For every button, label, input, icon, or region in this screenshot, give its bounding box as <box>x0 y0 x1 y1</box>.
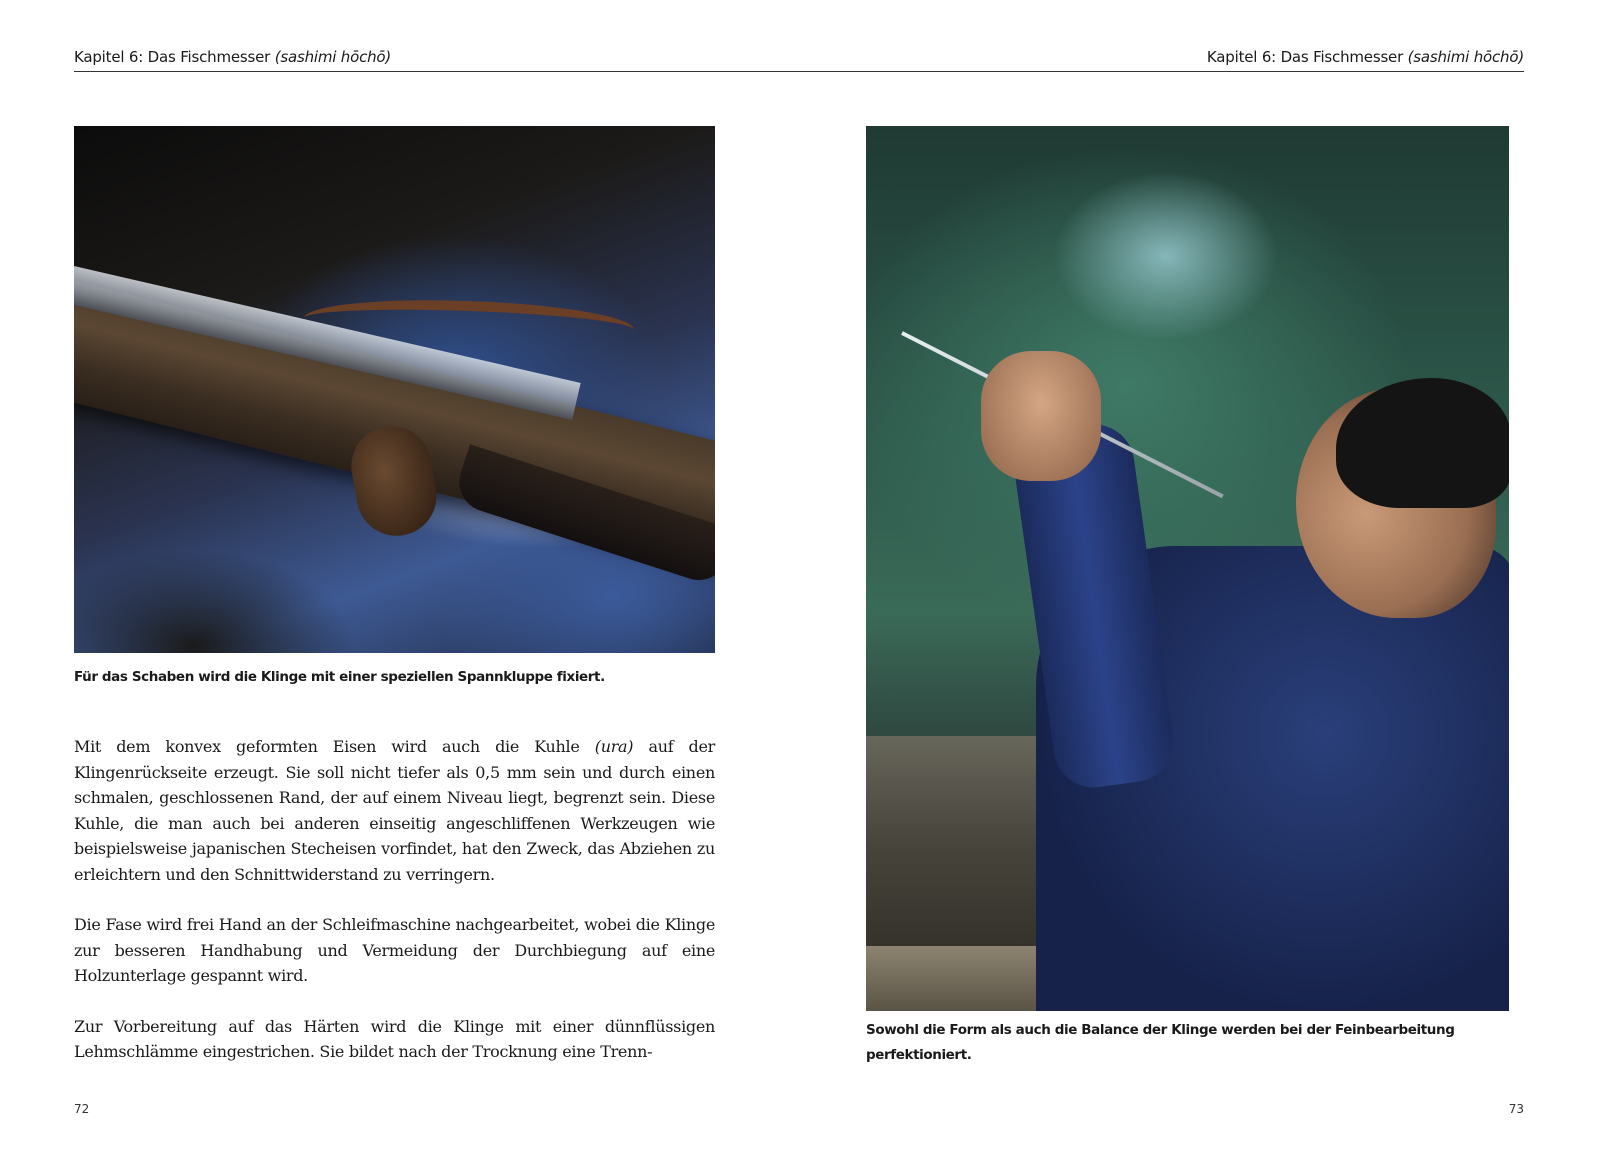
photo-caption: Sowohl die Form als auch die Balance der Klinge werden bei der Feinbearbeitung perfektioniert. <box>866 1022 1455 1063</box>
knife-blade-clamp-photo <box>74 126 715 653</box>
paragraph: Zur Vorbereitung auf das Härten wird die Klinge mit einer dünnflüssigen Lehmschlämme eingestrichen. Sie bildet nach der Trocknung eine Trenn- <box>74 1016 715 1061</box>
paragraph-text: Mit dem konvex geformten Eisen wird auch die Kuhle <box>74 737 595 756</box>
running-header <box>74 48 391 66</box>
page-number: 72 <box>74 1102 90 1116</box>
paragraph-text: auf der Klingenrückseite erzeugt. Sie soll nicht tiefer als 0,5 mm sein und durch einen schmalen, geschlossenen Rand, der auf einem Niveau liegt, begrenzt sein. Diese Kuhle, die man auch bei anderen einseitig angeschliffenen Werkzeugen wie beispielsweise japanischen Stecheisen vorfindet, hat den Zweck, das Abziehen zu erleichtern und den Schnittwiderstand zu verringern. <box>74 737 715 884</box>
craftsman-hand <box>981 351 1101 481</box>
paragraph: Die Fase wird frei Hand an der Schleifmaschine nachgearbeitet, wobei die Klinge zur besseren Handhabung und Vermeidung der Durchbiegung auf eine Holzunterlage gespannt wird. <box>74 915 715 985</box>
header-chapter-italic: (sashimi hōchō) <box>1407 48 1524 66</box>
body-text <box>74 734 715 1090</box>
header-chapter: Kapitel 6: Das Fischmesser <box>74 48 275 66</box>
running-header <box>1207 48 1524 66</box>
craftsman-inspecting-blade-photo <box>866 126 1509 1011</box>
right-page <box>800 0 1600 1150</box>
paragraph <box>74 734 715 887</box>
header-rule <box>74 71 800 72</box>
photo-caption: Für das Schaben wird die Klinge mit einer speziellen Spannkluppe fixiert. <box>74 669 605 685</box>
header-chapter: Kapitel 6: Das Fischmesser <box>1206 48 1408 66</box>
header-chapter-italic: (sashimi hōchō) <box>274 48 392 66</box>
page-number: 73 <box>1508 1102 1524 1116</box>
paragraph-italic-term: (ura) <box>594 737 634 756</box>
header-rule <box>800 71 1524 72</box>
